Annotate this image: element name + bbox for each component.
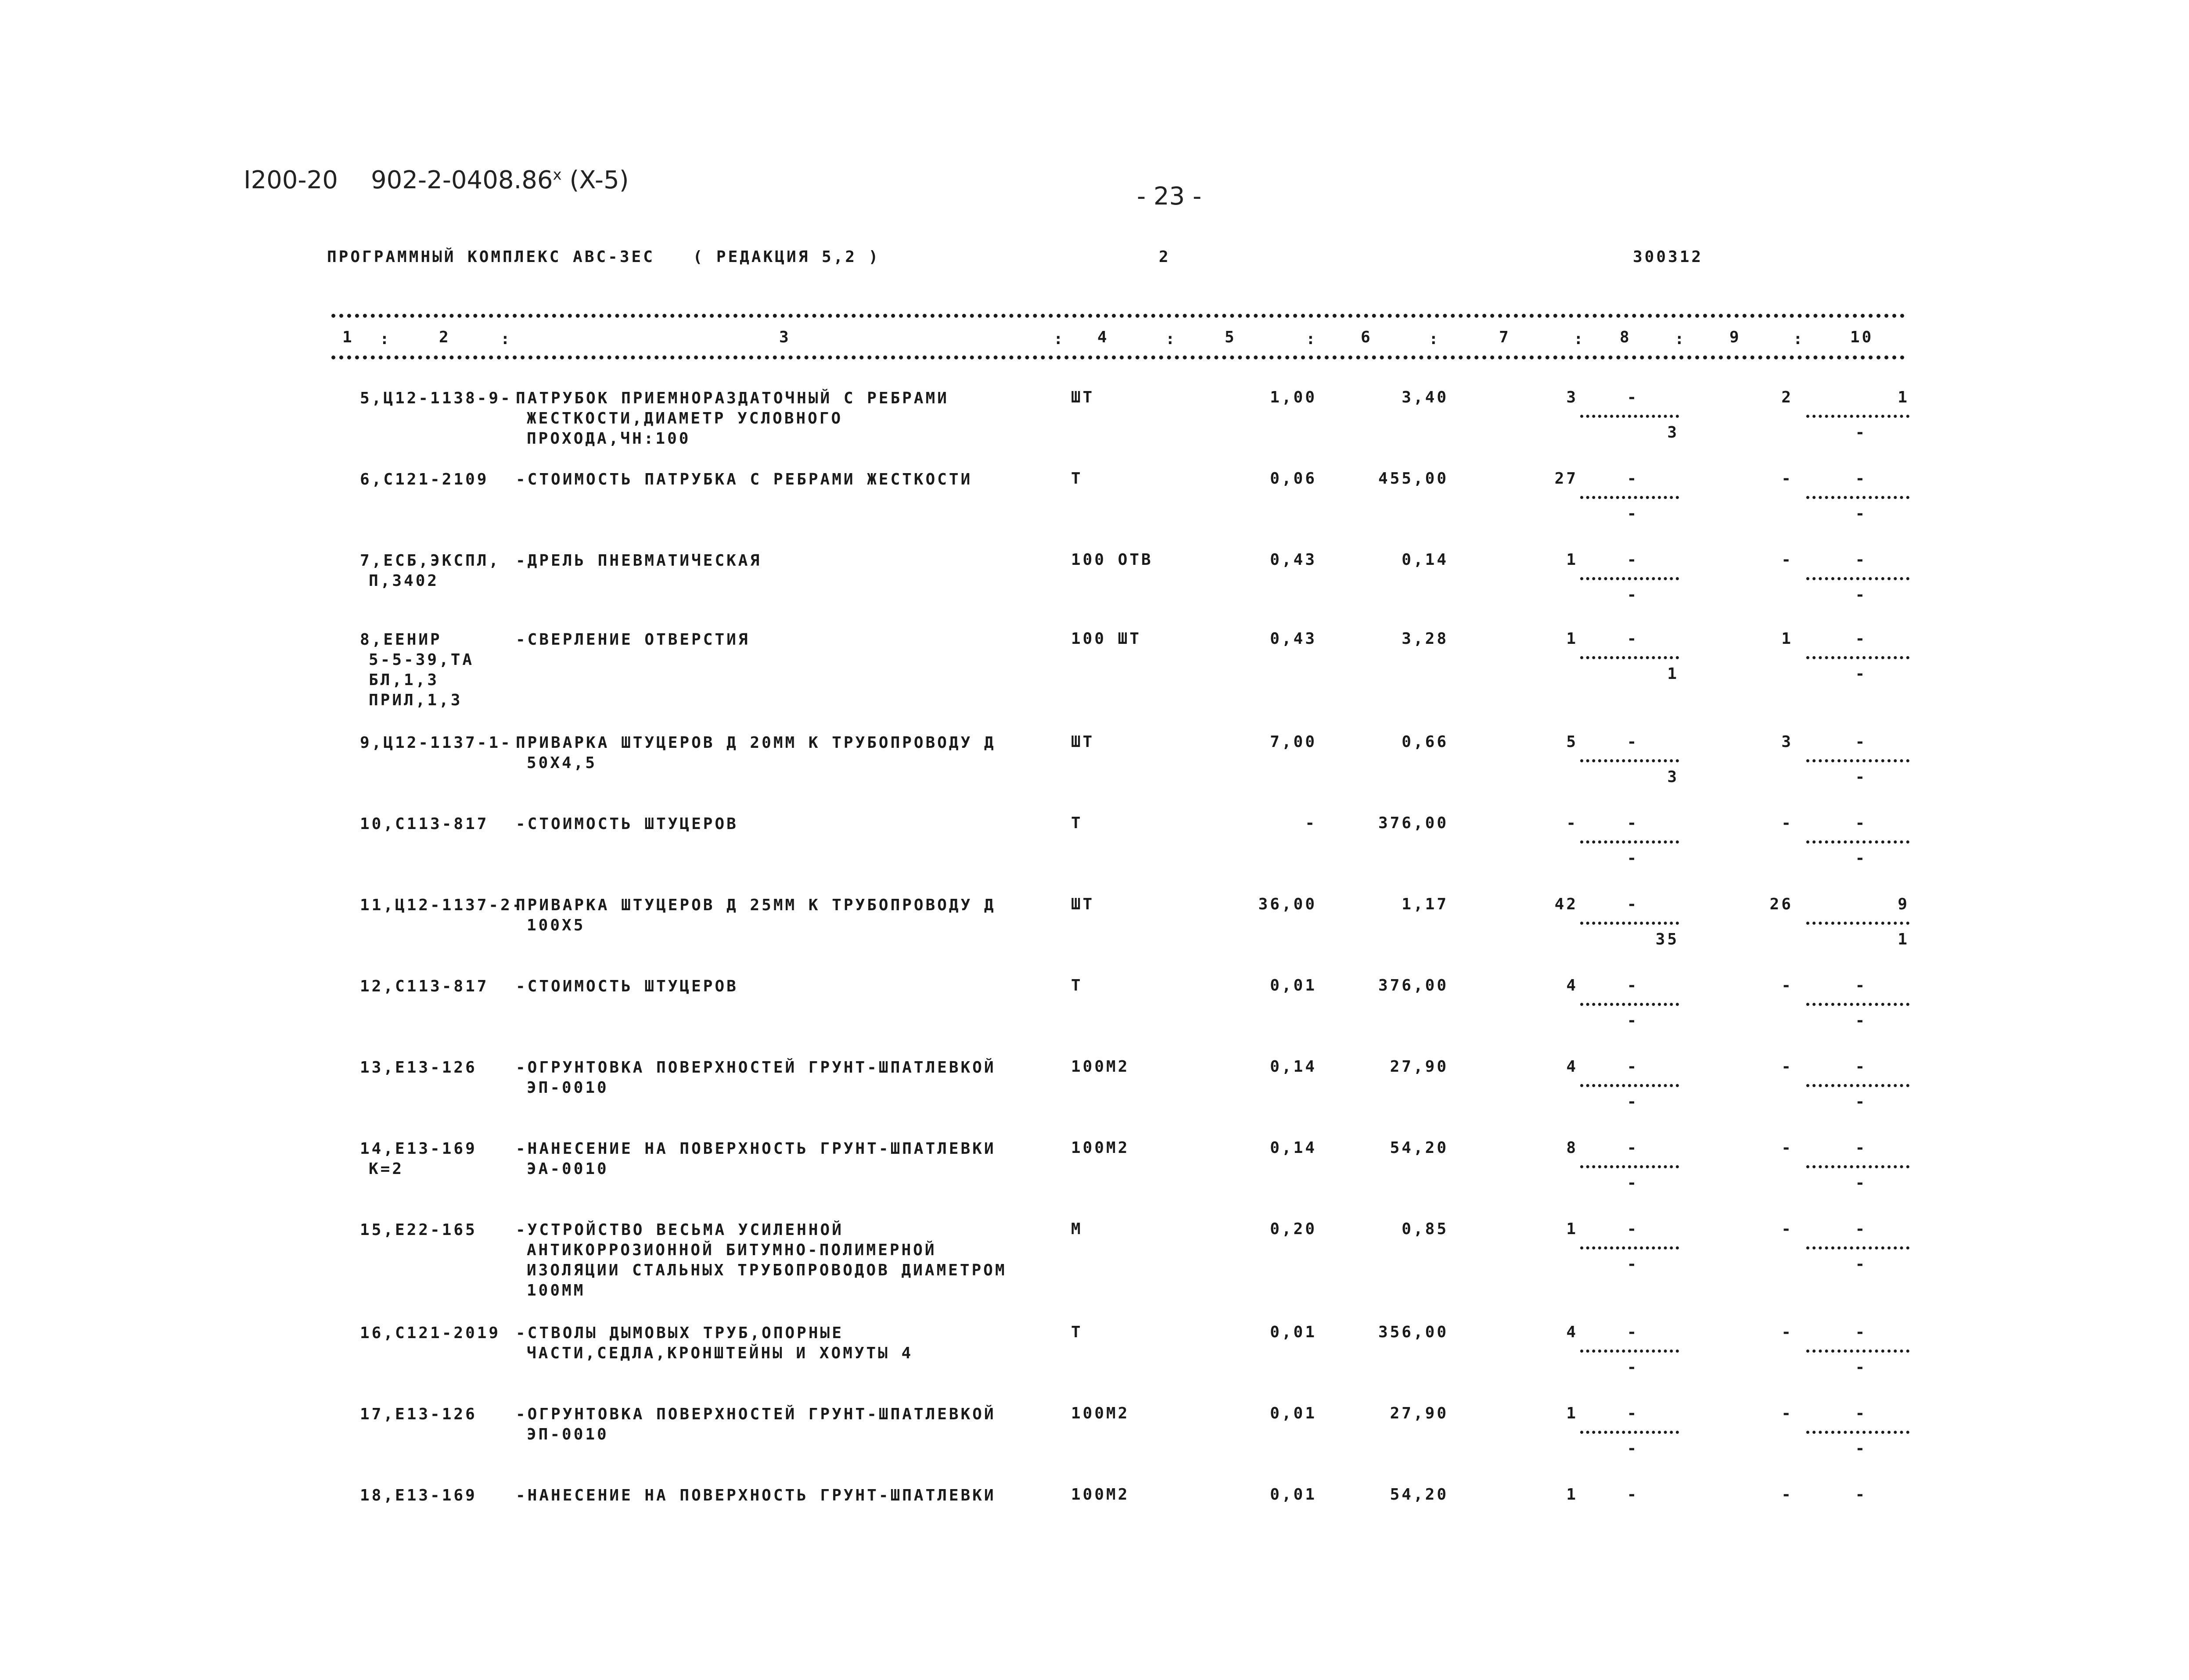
row-description-line: ПАТРУБОК ПРИЕМНОРАЗДАТОЧНЫЙ С РЕБРАМИ xyxy=(516,389,949,407)
column-separator: : xyxy=(1306,330,1318,348)
row-unit: М xyxy=(1071,1220,1083,1238)
row-col7-value: 1 xyxy=(1566,551,1578,569)
document-code-number: 902-2-0408.86 xyxy=(371,166,553,194)
row-code-line: 12,С113-817 xyxy=(360,977,489,995)
row-col10-fraction-line xyxy=(1806,759,1909,762)
row-col9-value: - xyxy=(1781,1220,1793,1238)
row-unit-price: 27,90 xyxy=(1390,1404,1449,1422)
row-col7-value: 1 xyxy=(1566,1486,1578,1504)
document-code xyxy=(371,166,629,194)
row-code xyxy=(360,895,524,915)
row-quantity: 7,00 xyxy=(1270,733,1317,751)
row-unit-price: 3,40 xyxy=(1402,388,1449,406)
row-col7-value: 8 xyxy=(1566,1139,1578,1157)
row-col9-value: - xyxy=(1781,1139,1793,1157)
column-header-1: 1 xyxy=(342,328,354,346)
row-quantity: 0,06 xyxy=(1270,470,1317,488)
row-description-line: -СВЕРЛЕНИЕ ОТВЕРСТИЯ xyxy=(516,631,750,649)
row-description-line: -ОГРУНТОВКА ПОВЕРХНОСТЕЙ ГРУНТ-ШПАТЛЕВКОЙ xyxy=(516,1405,996,1423)
row-col10-fraction-line xyxy=(1806,1165,1909,1168)
row-description xyxy=(516,733,1056,773)
row-col10-bottom: - xyxy=(1855,1255,1867,1273)
row-col10-bottom: - xyxy=(1855,1174,1867,1192)
row-col8-bottom: - xyxy=(1627,1093,1639,1111)
column-separator: : xyxy=(1574,330,1585,348)
row-col10-fraction-line xyxy=(1806,415,1909,418)
row-code-line: 11,Ц12-1137-2- xyxy=(360,896,524,914)
row-code-line: 8,ЕЕНИР xyxy=(360,631,442,649)
row-col8-top: - xyxy=(1627,1139,1639,1157)
row-description xyxy=(516,1058,1056,1098)
row-description-line: ЧАСТИ,СЕДЛА,КРОНШТЕЙНЫ И ХОМУТЫ 4 xyxy=(527,1344,913,1362)
row-quantity: 0,01 xyxy=(1270,1404,1317,1422)
column-separator: : xyxy=(1429,330,1441,348)
row-col8-fraction-line xyxy=(1580,1003,1679,1006)
row-code-line: 9,Ц12-1137-1- xyxy=(360,734,512,752)
row-code xyxy=(360,814,509,834)
row-code xyxy=(360,388,512,409)
row-unit-price: 27,90 xyxy=(1390,1058,1449,1076)
row-col8-top: - xyxy=(1627,733,1639,751)
row-unit-price: 455,00 xyxy=(1378,470,1449,488)
row-col9-value: - xyxy=(1781,470,1793,488)
row-description-line: ЖЕСТКОСТИ,ДИАМЕТР УСЛОВНОГО xyxy=(527,409,843,427)
program-code: 2 xyxy=(1159,248,1171,266)
row-description-line: ПРОХОДА,ЧН:100 xyxy=(527,430,691,448)
row-col8-fraction-line xyxy=(1580,840,1679,844)
row-description xyxy=(516,1323,1056,1364)
column-header-4: 4 xyxy=(1097,328,1109,346)
row-code xyxy=(360,1220,509,1240)
row-code-line: 14,Е13-169 xyxy=(360,1140,477,1158)
row-code-line: 6,С121-2109 xyxy=(360,470,489,488)
row-code-line: 13,Е13-126 xyxy=(360,1059,477,1077)
row-col8-fraction-line xyxy=(1580,1246,1679,1249)
row-code-line: 18,Е13-169 xyxy=(360,1486,477,1504)
row-code xyxy=(360,551,509,591)
row-unit-price: 376,00 xyxy=(1378,814,1449,832)
row-col8-fraction-line xyxy=(1580,415,1679,418)
column-header-6: 6 xyxy=(1361,328,1373,346)
row-col10-top: - xyxy=(1855,814,1867,832)
row-description-line: -СТОИМОСТЬ ШТУЦЕРОВ xyxy=(516,815,738,833)
row-col9-value: - xyxy=(1781,1404,1793,1422)
row-col9-value: - xyxy=(1781,814,1793,832)
row-col10-bottom: - xyxy=(1855,768,1867,786)
row-col10-fraction-line xyxy=(1806,577,1909,580)
row-col7-value: 3 xyxy=(1566,388,1578,406)
row-code-line: К=2 xyxy=(369,1160,404,1178)
row-code-line: ПРИЛ,1,3 xyxy=(369,691,463,709)
row-col8-top: - xyxy=(1627,470,1639,488)
row-description-line: 50Х4,5 xyxy=(527,754,597,772)
row-col8-bottom: - xyxy=(1627,1358,1639,1376)
row-col9-value: - xyxy=(1781,551,1793,569)
row-description xyxy=(516,976,1056,997)
row-col10-top: - xyxy=(1855,1323,1867,1341)
row-description xyxy=(516,1220,1056,1301)
column-header-3: 3 xyxy=(779,328,791,346)
row-code xyxy=(360,1058,509,1078)
row-col8-fraction-line xyxy=(1580,759,1679,762)
row-col10-fraction-line xyxy=(1806,656,1909,659)
row-unit: 100М2 xyxy=(1071,1404,1130,1422)
row-code-line: 7,ЕСБ,ЭКСПЛ, xyxy=(360,552,501,570)
row-description-line: 100Х5 xyxy=(527,916,586,934)
row-col8-top: - xyxy=(1627,1058,1639,1076)
row-unit: ШТ xyxy=(1071,895,1095,913)
row-col9-value: - xyxy=(1781,1323,1793,1341)
row-unit: 100М2 xyxy=(1071,1486,1130,1504)
row-col10-bottom: - xyxy=(1855,1439,1867,1457)
row-col9-value: - xyxy=(1781,1486,1793,1504)
row-col7-value: 5 xyxy=(1566,733,1578,751)
row-description xyxy=(516,814,1056,834)
row-col8-fraction-line xyxy=(1580,1165,1679,1168)
row-col10-bottom: - xyxy=(1855,1358,1867,1376)
row-code-line: 10,С113-817 xyxy=(360,815,489,833)
column-separator: : xyxy=(1165,330,1177,348)
row-col8-fraction-line xyxy=(1580,1350,1679,1353)
row-col10-top: - xyxy=(1855,733,1867,751)
column-separator: : xyxy=(1053,330,1065,348)
column-header-9: 9 xyxy=(1729,328,1741,346)
row-quantity: 0,01 xyxy=(1270,1323,1317,1341)
row-col10-fraction-line xyxy=(1806,922,1909,925)
header-rule-bottom xyxy=(331,355,1905,359)
row-col9-value: 26 xyxy=(1769,895,1793,913)
row-col8-bottom: - xyxy=(1627,1255,1639,1273)
row-col10-fraction-line xyxy=(1806,1350,1909,1353)
row-col8-top: - xyxy=(1627,630,1639,648)
row-col10-fraction-line xyxy=(1806,1431,1909,1434)
row-code-line: 15,Е22-165 xyxy=(360,1221,477,1239)
row-description-line: ЭА-0010 xyxy=(527,1160,609,1178)
row-col10-fraction-line xyxy=(1806,496,1909,499)
row-description-line: ЭП-0010 xyxy=(527,1425,609,1443)
row-col10-bottom: - xyxy=(1855,1012,1867,1030)
row-description-line: АНТИКОРРОЗИОННОЙ БИТУМНО-ПОЛИМЕРНОЙ xyxy=(527,1241,937,1259)
document-code-variant: (X-5) xyxy=(569,166,629,194)
row-description-line: ПРИВАРКА ШТУЦЕРОВ Д 20ММ К ТРУБОПРОВОДУ Д xyxy=(516,734,996,752)
row-quantity: 1,00 xyxy=(1270,388,1317,406)
row-description-line: ПРИВАРКА ШТУЦЕРОВ Д 25ММ К ТРУБОПРОВОДУ Д xyxy=(516,896,996,914)
row-description xyxy=(516,470,1056,490)
row-unit-price: 3,28 xyxy=(1402,630,1449,648)
row-unit-price: 1,17 xyxy=(1402,895,1449,913)
column-header-2: 2 xyxy=(439,328,451,346)
column-header-7: 7 xyxy=(1499,328,1511,346)
row-code xyxy=(360,1486,509,1506)
row-col7-value: 27 xyxy=(1554,470,1578,488)
row-col10-fraction-line xyxy=(1806,1003,1909,1006)
row-col10-bottom: 1 xyxy=(1898,930,1909,948)
row-description-line: ИЗОЛЯЦИИ СТАЛЬНЫХ ТРУБОПРОВОДОВ ДИАМЕТРОМ xyxy=(527,1261,1007,1279)
row-col8-top: - xyxy=(1627,1220,1639,1238)
row-quantity: - xyxy=(1305,814,1317,832)
row-col8-top: - xyxy=(1627,551,1639,569)
column-header-5: 5 xyxy=(1225,328,1236,346)
row-quantity: 0,43 xyxy=(1270,551,1317,569)
row-col10-top: - xyxy=(1855,1404,1867,1422)
row-col8-fraction-line xyxy=(1580,922,1679,925)
row-col7-value: - xyxy=(1566,814,1578,832)
row-description-line: -ОГРУНТОВКА ПОВЕРХНОСТЕЙ ГРУНТ-ШПАТЛЕВКОЙ xyxy=(516,1059,996,1077)
column-header-10: 10 xyxy=(1850,328,1874,346)
header-rule-top xyxy=(331,314,1905,318)
row-quantity: 0,43 xyxy=(1270,630,1317,648)
column-separator: : xyxy=(380,330,392,348)
row-unit: Т xyxy=(1071,814,1083,832)
row-col10-bottom: - xyxy=(1855,424,1867,442)
row-description-line: 100ММ xyxy=(527,1282,586,1299)
row-description-line: -СТОИМОСТЬ ШТУЦЕРОВ xyxy=(516,977,738,995)
row-col7-value: 1 xyxy=(1566,1404,1578,1422)
row-col10-fraction-line xyxy=(1806,1246,1909,1249)
row-unit-price: 54,20 xyxy=(1390,1139,1449,1157)
row-unit: Т xyxy=(1071,1323,1083,1341)
document-code-mark: x xyxy=(553,166,562,184)
row-col10-top: - xyxy=(1855,630,1867,648)
row-col8-bottom: - xyxy=(1627,849,1639,867)
row-col7-value: 1 xyxy=(1566,630,1578,648)
row-description-line: -НАНЕСЕНИЕ НА ПОВЕРХНОСТЬ ГРУНТ-ШПАТЛЕВКИ xyxy=(516,1486,996,1504)
row-col10-top: - xyxy=(1855,470,1867,488)
row-unit-price: 0,66 xyxy=(1402,733,1449,751)
row-code xyxy=(360,1323,509,1343)
row-description xyxy=(516,895,1056,936)
row-unit: Т xyxy=(1071,976,1083,994)
row-col9-value: 1 xyxy=(1781,630,1793,648)
row-col10-bottom: - xyxy=(1855,505,1867,523)
row-code-line: 17,Е13-126 xyxy=(360,1405,477,1423)
row-col10-fraction-line xyxy=(1806,1084,1909,1087)
row-col10-top: - xyxy=(1855,976,1867,994)
row-description xyxy=(516,1139,1056,1179)
row-code-line: 5,Ц12-1138-9- xyxy=(360,389,512,407)
sheet-code: I200-20 xyxy=(244,166,338,194)
row-code xyxy=(360,470,509,490)
row-code xyxy=(360,1139,509,1179)
row-col8-fraction-line xyxy=(1580,656,1679,659)
row-description-line: -НАНЕСЕНИЕ НА ПОВЕРХНОСТЬ ГРУНТ-ШПАТЛЕВКИ xyxy=(516,1140,996,1158)
row-code-line: 5-5-39,ТА xyxy=(369,651,474,669)
row-col8-fraction-line xyxy=(1580,1084,1679,1087)
row-unit: ШТ xyxy=(1071,733,1095,751)
row-col8-bottom: - xyxy=(1627,1439,1639,1457)
row-unit-price: 0,14 xyxy=(1402,551,1449,569)
row-col10-top: 9 xyxy=(1898,895,1909,913)
program-title-text: ПРОГРАММНЫЙ КОМПЛЕКС АВС-3ЕС xyxy=(327,248,655,266)
row-col10-top: - xyxy=(1855,1220,1867,1238)
row-col8-bottom: - xyxy=(1627,1174,1639,1192)
row-col7-value: 42 xyxy=(1554,895,1578,913)
row-col8-top: - xyxy=(1627,388,1639,406)
row-description xyxy=(516,1486,1056,1506)
row-code xyxy=(360,976,509,997)
column-header-8: 8 xyxy=(1620,328,1632,346)
row-col8-bottom: - xyxy=(1627,586,1639,604)
row-code xyxy=(360,630,509,711)
row-quantity: 0,01 xyxy=(1270,976,1317,994)
row-unit: ШТ xyxy=(1071,388,1095,406)
row-col8-top: - xyxy=(1627,895,1639,913)
row-description xyxy=(516,1404,1056,1445)
row-col9-value: - xyxy=(1781,1058,1793,1076)
row-unit-price: 356,00 xyxy=(1378,1323,1449,1341)
row-description-line: -СТВОЛЫ ДЫМОВЫХ ТРУБ,ОПОРНЫЕ xyxy=(516,1324,844,1342)
page-number: - 23 - xyxy=(1137,182,1202,211)
row-col10-bottom: - xyxy=(1855,665,1867,683)
row-description xyxy=(516,551,1056,571)
row-code-line: П,3402 xyxy=(369,572,439,590)
row-description-line: -УСТРОЙСТВО ВЕСЬМА УСИЛЕННОЙ xyxy=(516,1221,844,1239)
column-separator: : xyxy=(1793,330,1805,348)
column-separator: : xyxy=(1675,330,1686,348)
row-col8-bottom: 3 xyxy=(1667,768,1679,786)
row-col10-bottom: - xyxy=(1855,1093,1867,1111)
row-unit-price: 0,85 xyxy=(1402,1220,1449,1238)
row-quantity: 0,14 xyxy=(1270,1058,1317,1076)
row-col8-bottom: - xyxy=(1627,1012,1639,1030)
row-col10-top: - xyxy=(1855,1486,1867,1504)
row-unit: Т xyxy=(1071,470,1083,488)
row-col8-bottom: - xyxy=(1627,505,1639,523)
row-col8-fraction-line xyxy=(1580,577,1679,580)
row-col10-bottom: - xyxy=(1855,586,1867,604)
row-unit-price: 376,00 xyxy=(1378,976,1449,994)
row-quantity: 0,14 xyxy=(1270,1139,1317,1157)
row-col7-value: 4 xyxy=(1566,976,1578,994)
row-description xyxy=(516,630,1056,650)
row-col8-fraction-line xyxy=(1580,1431,1679,1434)
row-unit: 100 ШТ xyxy=(1071,630,1142,648)
row-unit: 100М2 xyxy=(1071,1058,1130,1076)
row-code-line: 16,С121-2019 xyxy=(360,1324,501,1342)
column-separator: : xyxy=(500,330,512,348)
row-col7-value: 4 xyxy=(1566,1323,1578,1341)
row-col7-value: 4 xyxy=(1566,1058,1578,1076)
row-col8-bottom: 1 xyxy=(1667,665,1679,683)
row-col9-value: 2 xyxy=(1781,388,1793,406)
row-col10-top: 1 xyxy=(1898,388,1909,406)
row-col8-top: - xyxy=(1627,1404,1639,1422)
row-code xyxy=(360,733,512,753)
row-unit: 100 ОТВ xyxy=(1071,551,1153,569)
row-description xyxy=(516,388,1056,449)
row-col8-top: - xyxy=(1627,814,1639,832)
row-col10-bottom: - xyxy=(1855,849,1867,867)
row-col10-top: - xyxy=(1855,1139,1867,1157)
row-col8-bottom: 35 xyxy=(1655,930,1679,948)
program-number: 300312 xyxy=(1633,248,1704,266)
row-quantity: 0,01 xyxy=(1270,1486,1317,1504)
row-unit: 100М2 xyxy=(1071,1139,1130,1157)
row-code xyxy=(360,1404,509,1425)
row-col8-fraction-line xyxy=(1580,496,1679,499)
program-edition: ( РЕДАКЦИЯ 5,2 ) xyxy=(693,248,881,266)
row-col9-value: 3 xyxy=(1781,733,1793,751)
row-unit-price: 54,20 xyxy=(1390,1486,1449,1504)
row-description-line: -ДРЕЛЬ ПНЕВМАТИЧЕСКАЯ xyxy=(516,552,762,570)
row-col10-fraction-line xyxy=(1806,840,1909,844)
row-col8-bottom: 3 xyxy=(1667,424,1679,442)
row-description-line: -СТОИМОСТЬ ПАТРУБКА С РЕБРАМИ ЖЕСТКОСТИ xyxy=(516,470,973,488)
row-quantity: 36,00 xyxy=(1258,895,1317,913)
row-col10-top: - xyxy=(1855,551,1867,569)
row-col7-value: 1 xyxy=(1566,1220,1578,1238)
row-col8-top: - xyxy=(1627,1486,1639,1504)
row-col9-value: - xyxy=(1781,976,1793,994)
row-description-line: ЭП-0010 xyxy=(527,1079,609,1097)
row-quantity: 0,20 xyxy=(1270,1220,1317,1238)
row-col8-top: - xyxy=(1627,1323,1639,1341)
row-col8-top: - xyxy=(1627,976,1639,994)
row-code-line: БЛ,1,3 xyxy=(369,671,439,689)
program-title xyxy=(327,248,880,266)
row-col10-top: - xyxy=(1855,1058,1867,1076)
